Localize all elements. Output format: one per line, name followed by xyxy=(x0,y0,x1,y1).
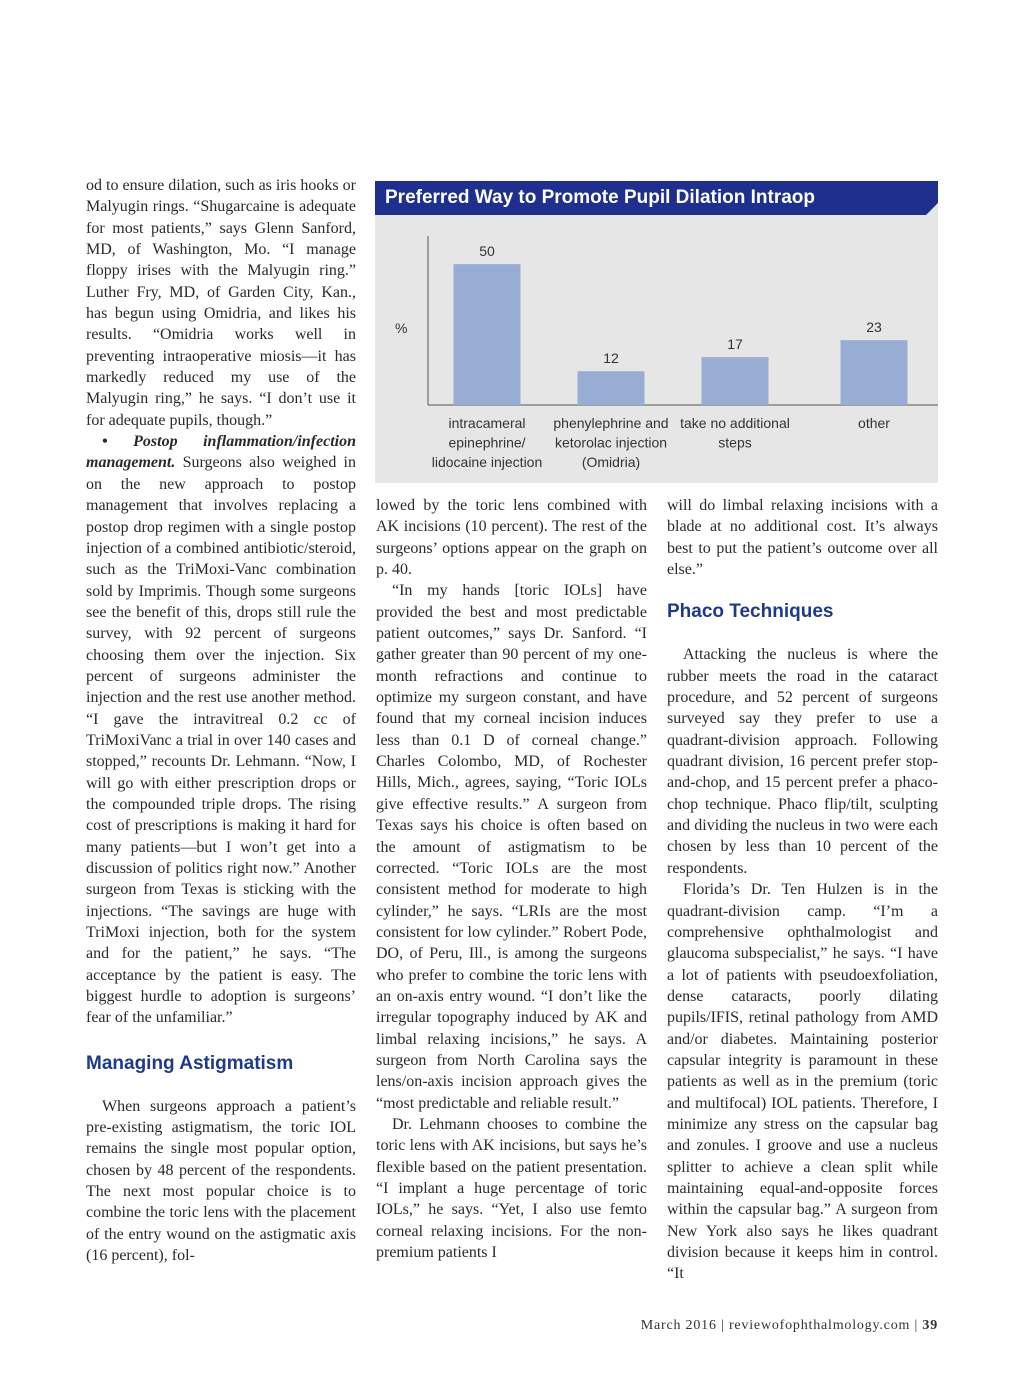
category-label: ketorolac injection xyxy=(554,434,668,451)
category-label: take no additional xyxy=(680,415,790,431)
category-label: epinephrine/ xyxy=(448,434,526,451)
page-number: 39 xyxy=(922,1318,938,1333)
chart-title: Preferred Way to Promote Pupil Dilation Intraop xyxy=(385,187,816,208)
bar-chart xyxy=(375,181,938,483)
section-heading: Managing Astigmatism xyxy=(86,1052,294,1074)
chart-plot xyxy=(375,181,938,483)
category-label: lidocaine injection xyxy=(431,454,543,470)
text-column-2 xyxy=(376,495,647,1263)
data-label: 12 xyxy=(603,350,619,367)
paragraph: lowed by the toric lens combined with AK incisions (10 percent). The rest of the surgeons’ options appear on the graph on p. 40. xyxy=(376,497,647,579)
text-column-1 xyxy=(86,175,356,1267)
category-label: other xyxy=(858,415,890,431)
category-label: steps xyxy=(718,434,752,451)
data-label: 50 xyxy=(479,243,495,260)
category-label: (Omidria) xyxy=(581,454,641,470)
paragraph-text: Surgeons also weighed in on the new approach to postop management that involves replacing a postop drop regimen with a single postop injection of a combined antibiotic/steroid, such as the TriMoxi-Vanc combination sold by Imprimis. Though some surgeons see the benefit of this, drops still rule the survey, with 92 percent of surgeons choosing them over the injection. Six percent of surgeons administer the injection and the rest use another method. “I gave the intravitreal 0.2 cc of TriMoxiVanc a trial in over 140 cases and stopped,” recounts Dr. Lehmann. “Now, I will go with either prescription drops or the compounded triple drops. The rising cost of prescriptions is making it hard for many patients—but I won’t get into a discussion of politics right now.” Another surgeon from Texas is sticking with the injections. “The savings are huge with TriMoxi injection, both for the system and for the patient,” he says. “The acceptance by the patient is easy. The biggest hurdle to adoption is surgeons’ fear of the unfamiliar.” xyxy=(86,454,356,1027)
paragraph xyxy=(86,431,356,1029)
category-label: phenylephrine and xyxy=(553,415,669,431)
section-heading: Phaco Techniques xyxy=(667,601,834,623)
footer-text: March 2016 | reviewofophthalmology.com | xyxy=(640,1318,923,1333)
paragraph: When surgeons approach a patient’s pre-existing astigmatism, the toric IOL remains the single most popular option, chosen by 48 percent of the respondents. The next most popular choice is to combine the toric lens with the placement of the entry wound on the astigmatic axis (16 percent), fol- xyxy=(86,1097,356,1265)
bar xyxy=(578,371,645,405)
category-label: intracameral xyxy=(448,415,526,431)
paragraph: od to ensure dilation, such as iris hooks or Malyugin rings. “Shugarcaine is adequate for most patients,” says Glenn Sanford, MD, of Washington, Mo. “I manage floppy irises with the Malyugin ring.” Luther Fry, MD, of Garden City, Kan., has begun using Omidria, and likes his results. “Omidria works well in preventing intraoperative miosis—it has markedly reduced my use of the Malyugin ring,” he says. “I don’t use it for adequate pupils, though.” xyxy=(86,177,356,429)
y-axis-label: % xyxy=(395,320,408,336)
run-in-heading: • Postop inflammation/infection management. xyxy=(86,433,356,472)
bar xyxy=(841,340,908,405)
bar xyxy=(454,264,521,405)
text-column-3 xyxy=(667,495,938,1285)
paragraph: Dr. Lehmann chooses to combine the toric lens with AK incisions, but says he’s flexible based on the patient presentation. “I implant a huge percentage of toric IOLs,” he says. “Yet, I also use femto corneal relaxing incisions. For the non-premium patients I xyxy=(376,1115,647,1262)
paragraph: “In my hands [toric IOLs] have provided the best and most predictable patient outcomes,” says Dr. Sanford. “I gather greater than 90 percent of my one-month refractions and continue to optimize my surgeon constant, and have found that my corneal incision induces less than 0.1 D of corneal change.” Charles Colombo, MD, of Rochester Hills, Mich., agrees, saying, “Toric IOLs give effective results.” A surgeon from Texas says his choice is often based on the amount of astigmatism to be corrected. “Toric IOLs are the most consistent method for moderate to high cylinder,” he says. “LRIs are the most consistent for low cylinder.” Robert Pode, DO, of Peru, Ill., is among the surgeons who prefer to combine the toric lens with an on-axis entry wound. “I don’t like the irregular topography induced by AK and limbal relaxing incisions,” he says. A surgeon from North Carolina says the lens/on-axis incision approach gives the “most predictable and reliable result.” xyxy=(376,582,647,1112)
bar xyxy=(702,357,769,405)
paragraph: will do limbal relaxing incisions with a blade at no additional cost. It’s always best to put the patient’s outcome over all else.” xyxy=(667,497,938,579)
paragraph: Florida’s Dr. Ten Hulzen is in the quadrant-division camp. “I’m a comprehensive ophthalmologist and glaucoma subspecialist,” he says. “I have a lot of patients with pseudoexfoliation, dense cataracts, poorly dilating pupils/IFIS, retinal pathology from AMD and/or diabetes. Maintaining posterior capsular integrity is paramount in these patients as well as in the premium (toric and multifocal) IOL patients. Therefore, I minimize any stress on the capsular bag and zonules. I groove and use a nucleus splitter to achieve a clean split while maintaining equal-and-opposite forces within the capsular bag.” A surgeon from New York also says he likes quadrant division because it keeps him in control. “It xyxy=(667,881,938,1283)
data-label: 17 xyxy=(727,336,743,353)
data-label: 23 xyxy=(866,319,882,336)
paragraph: Attacking the nucleus is where the rubber meets the road in the cataract procedure, and 52 percent of surgeons surveyed say they prefer to use a quadrant-division approach. Following quadrant division, 16 percent prefer stop-and-chop, and 15 percent prefer a phaco-chop technique. Phaco flip/tilt, sculpting and dividing the nucleus in two were each chosen by less than 10 percent of the respondents. xyxy=(667,646,938,877)
page-footer xyxy=(600,1318,938,1334)
